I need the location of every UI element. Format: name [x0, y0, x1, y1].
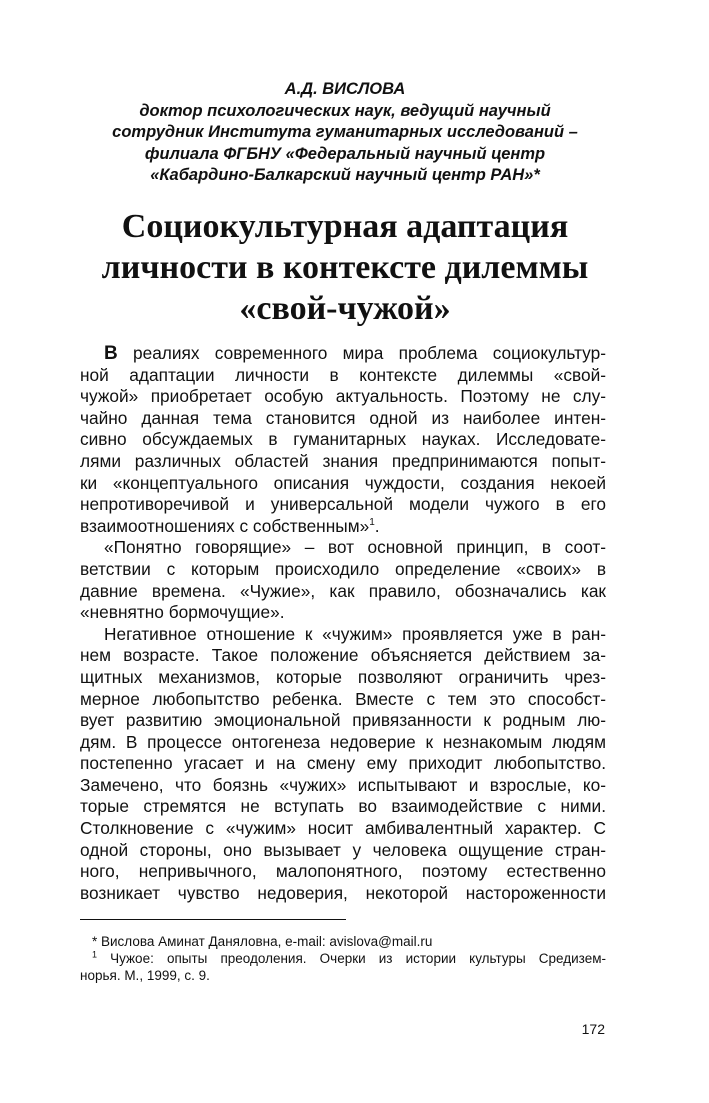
author-affiliation-line: доктор психологических наук, ведущий научный [139, 101, 551, 120]
paragraph-line: щитных механизмов, которые позволяют ограничить чрез- [80, 666, 606, 687]
paragraph-line: ки «концептуального описания чуждости, создания некоей [80, 472, 606, 493]
paragraph-line: чайно данная тема становится одной из наиболее интен- [80, 407, 606, 428]
title-line: личности в контексте дилеммы [101, 249, 589, 286]
paragraph-line: чужой» приобретает особую актуальность. Поэтому не слу- [80, 386, 606, 407]
title-line: «свой-чужой» [239, 290, 451, 327]
paragraph-line: нем возрасте. Такое положение объясняется действием за- [80, 645, 606, 666]
paragraph-line: торые стремятся не вступать во взаимодействие с ними. [80, 796, 606, 817]
author-affiliation-line: филиала ФГБНУ «Федеральный научный центр [144, 144, 546, 163]
paragraph-line: непротиворечивой и универсальной модели чужого в его [80, 494, 606, 515]
paragraph-line: постепенно угасает и на смену ему приходит любопытство. [80, 753, 606, 774]
author-affiliation-line: сотрудник Института гуманитарных исследований – [112, 123, 578, 141]
paragraph-line: давние времена. «Чужие», как правило, обозначались как [80, 580, 606, 601]
paragraph-line: «Понятно говорящие» – вот основной принцип, в соот- [104, 537, 606, 558]
author-affiliation-line: «Кабардино-Балкарский научный центр РАН»* [150, 166, 540, 184]
paragraph-line: возникает чувство недоверия, некоторой настороженности [80, 882, 606, 903]
drop-cap: В [104, 343, 118, 364]
footnote-1: $^1$ Чужое: опыты преодоления. Очерки из истории культуры Средизем- [92, 949, 606, 966]
paragraph-line: лями различных областей знания предпринимаются попыт- [80, 450, 606, 471]
title-line: Социокультурная адаптация [121, 208, 569, 245]
paragraph-line: Негативное отношение к «чужим» проявляется уже в ран- [104, 623, 606, 644]
paragraph-line: «невнятно бормочущие». [80, 602, 285, 623]
footnotes [80, 933, 606, 984]
paragraph-line: ного, непривычного, малопонятного, поэтому естественно [80, 861, 606, 882]
footnote-author: * Вислова Аминат Даняловна, e-mail: avislova@mail.ru [92, 934, 433, 949]
paragraph-line: ной адаптации личности в контексте дилеммы «свой- [80, 364, 606, 385]
author-block [76, 79, 614, 187]
paragraph-line: В реалиях современного мира проблема социокультур- [104, 343, 606, 364]
paragraph-line: взаимоотношениях с собственным»$^1$. [80, 515, 380, 536]
paragraph-line: сивно обсуждаемых в гуманитарных науках. Исследовате- [80, 429, 606, 450]
paragraph-line: дям. В процессе онтогенеза недоверие к незнакомым людям [80, 731, 606, 752]
paragraph-line: ветствии с которым происходило определение «своих» в [80, 558, 606, 579]
footnote-1-continued: норья. М., 1999, с. 9. [80, 968, 210, 983]
paragraph-line: мерное любопытство ребенка. Вместе с тем это способст- [80, 688, 606, 709]
footnote-divider [80, 919, 346, 920]
paragraph-line: Столкновение с «чужим» носит амбивалентный характер. С [80, 818, 606, 839]
article-title [76, 206, 614, 329]
page-number: 172 [581, 1021, 605, 1037]
footnote-ref: 1 [369, 516, 375, 528]
footnote-marker: 1 [92, 949, 98, 960]
paragraph-line: Замечено, что боязнь «чужих» испытывают и взрослые, ко- [80, 774, 606, 795]
body-text [80, 343, 606, 904]
paragraph-line: вует развитию эмоциональной привязанности к родным лю- [80, 710, 606, 731]
paragraph-line: одной стороны, оно вызывает у человека ощущение стран- [80, 839, 606, 860]
author-name: А.Д. ВИСЛОВА [284, 80, 406, 98]
